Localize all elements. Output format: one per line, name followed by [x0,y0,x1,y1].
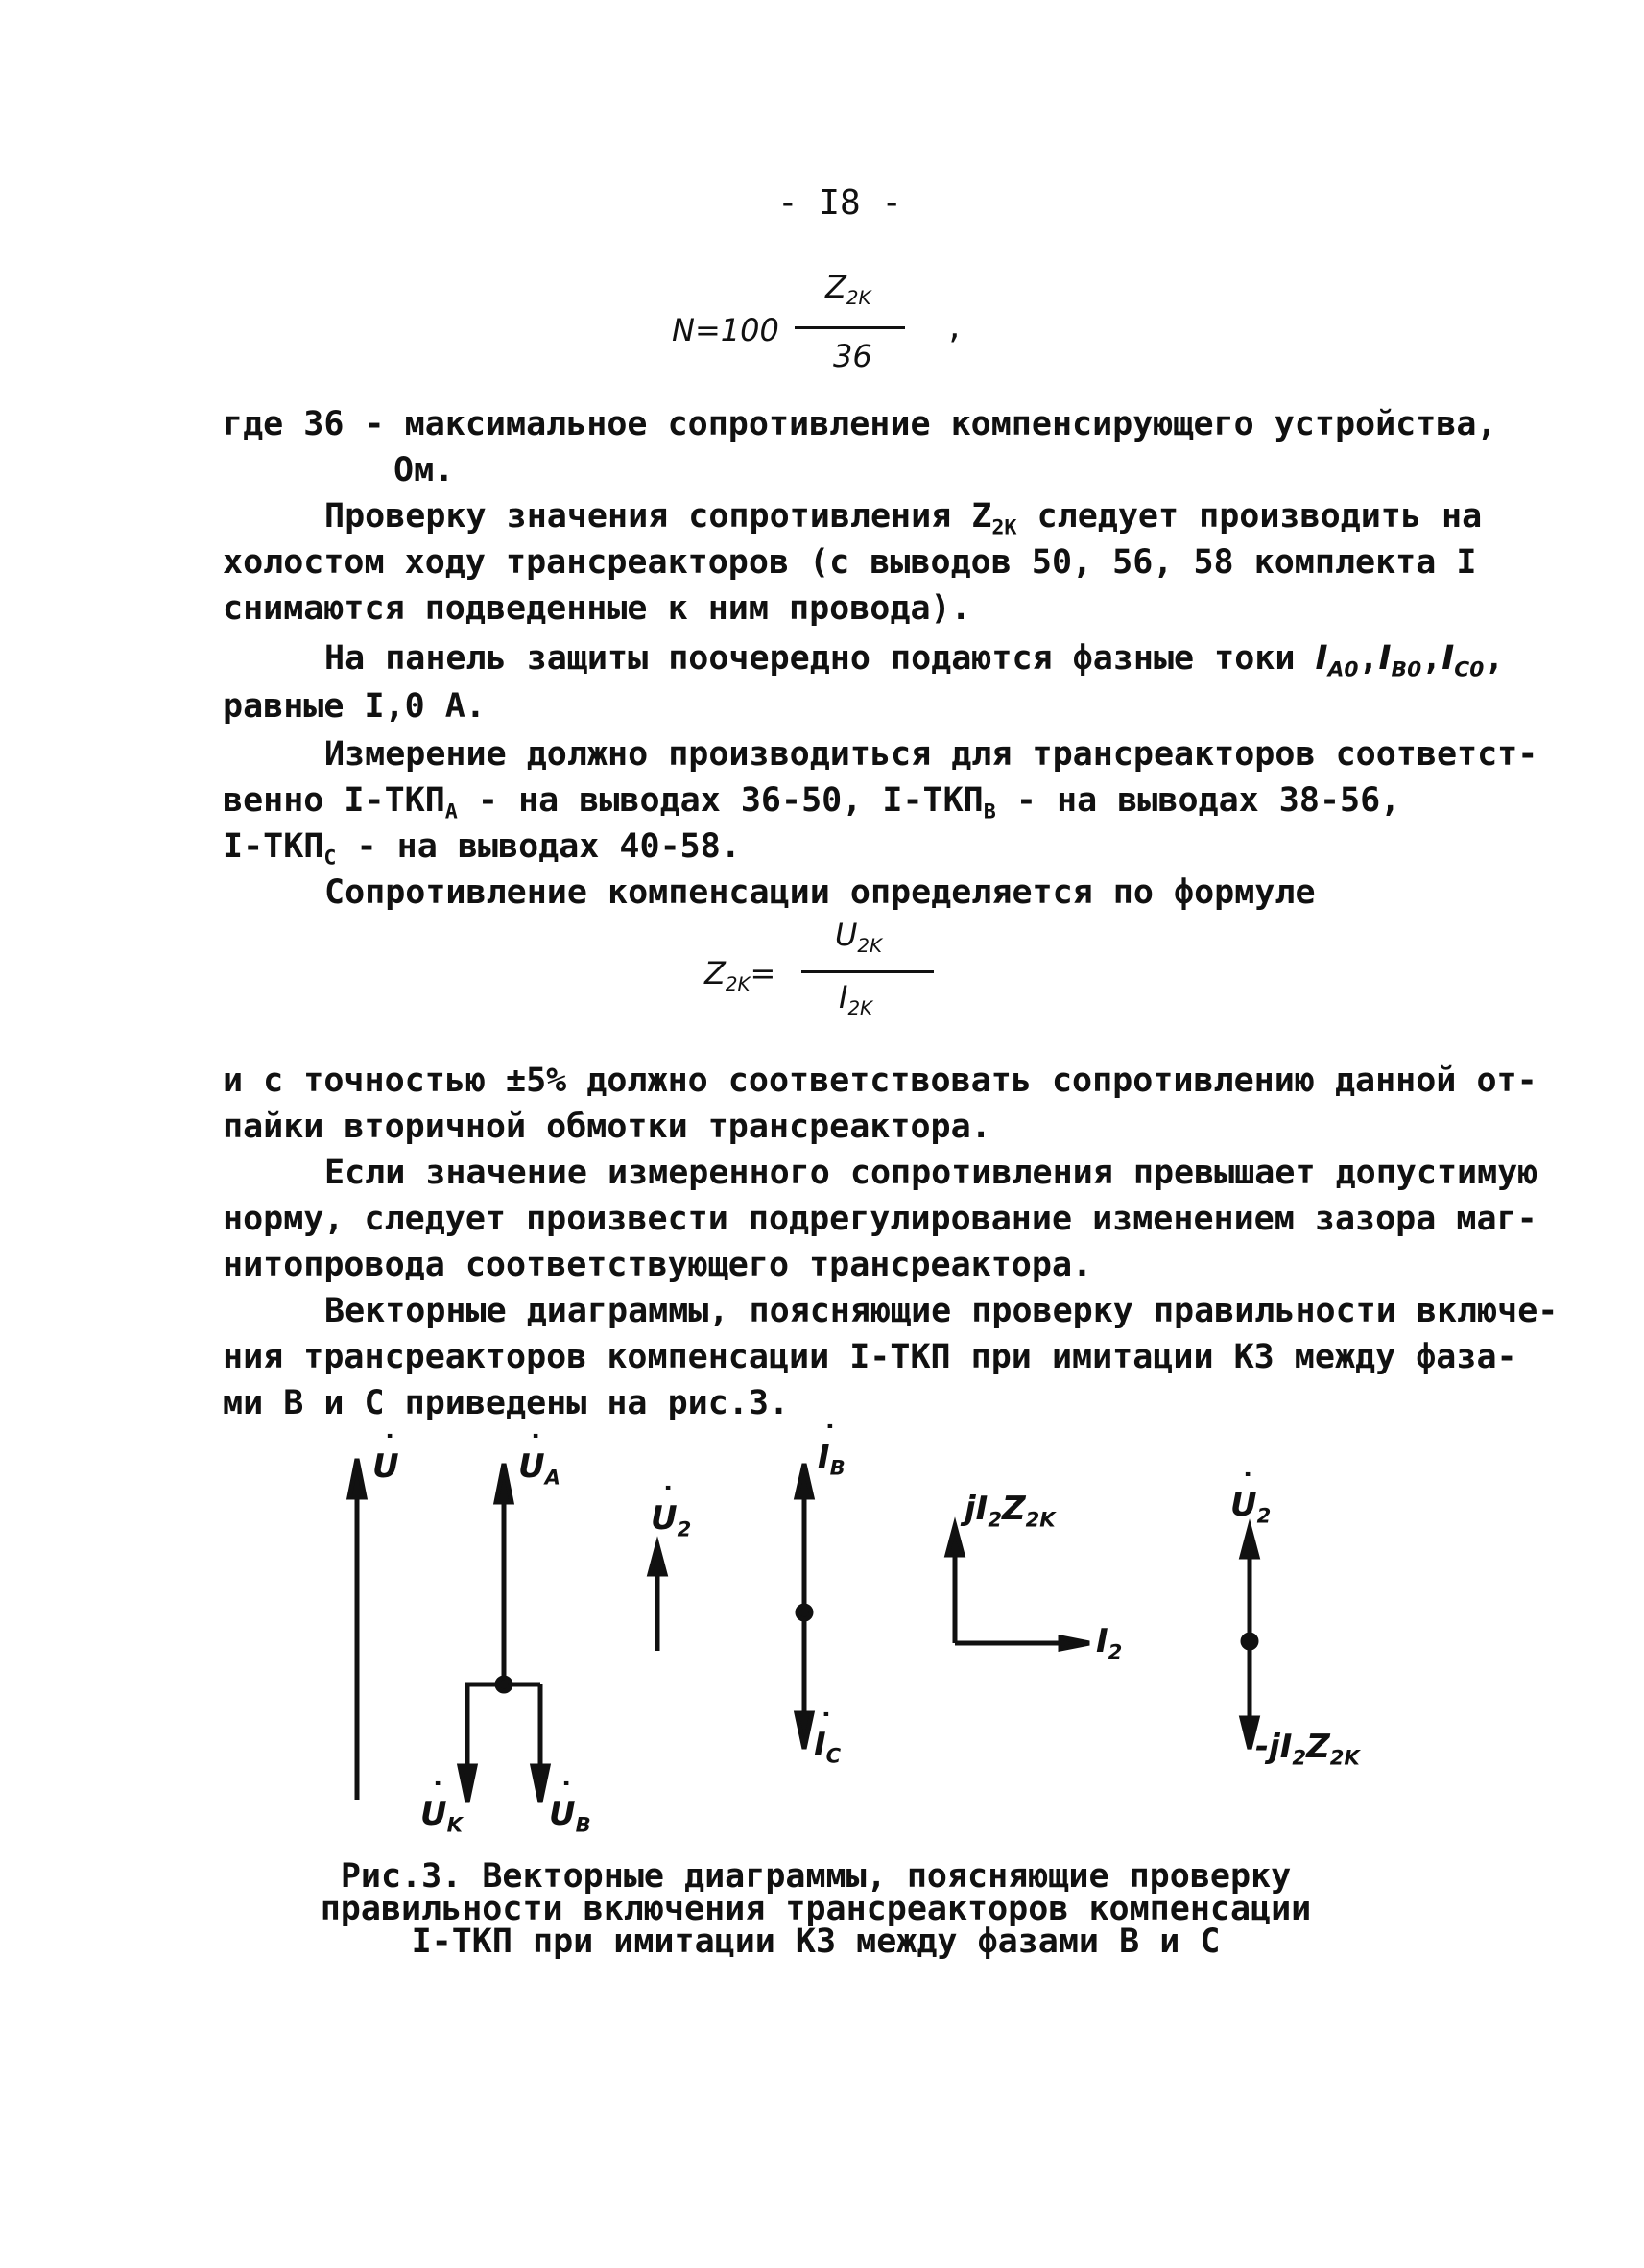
formula-z-numerator: $U_{2K}$ [835,917,883,957]
text-line-3b: следует производить на [1016,497,1483,536]
current-ib0: $I_{B0}$ [1378,639,1422,682]
formula-n-num-base: Z [825,269,846,305]
label-ib: ˙ $I_B$ [818,1438,846,1479]
text-line-5: снимаются подведенные к ним провода). [223,589,971,628]
text-line-16: нитопровода соответствующего трансреактора. [223,1246,1093,1284]
label-i2: $I_2$ [1096,1622,1123,1664]
text-line-11: Сопротивление компенсации определяется по формуле [324,873,1316,912]
caption-line-2: правильности включения трансреакторов компенсации [320,1890,1312,1928]
label-ic: ˙ $I_C$ [814,1726,841,1767]
vector-u2-head [650,1545,665,1574]
label-u2: ˙ $U_2$ [651,1499,691,1540]
text-line-7: равные I,0 А. [223,687,486,726]
vector-ua-head [496,1464,512,1502]
text-line-1: где 36 - максимальное сопротивление компенсирующего устройства, [223,405,1497,443]
label-ji2z2k: $jI_2Z_{2K}$ [965,1490,1056,1532]
vector-u2-right-node [1243,1635,1256,1648]
label-mji2z2k: $-jI_2Z_{2K}$ [1255,1728,1360,1770]
text-line-14: Если значение измеренного сопротивления превышает допустимую [324,1154,1538,1192]
page-number: - I8 - [777,183,903,223]
vector-ub-head [533,1766,548,1802]
text-line-13: пайки вторичной обмотки трансреактора. [223,1108,991,1146]
text-line-10: $I-ТКП_C$ - на выводах 40-58. [223,827,741,871]
text-line-2: Ом. [393,451,455,489]
vector-ji2z2k-head [947,1526,963,1555]
label-u2-right: ˙ $U_2$ [1230,1486,1271,1527]
label-ub: ˙ $U_B$ [549,1795,591,1836]
figure-caption [288,1857,1344,1961]
text-line-19: ми В и С приведены на рис.3. [223,1384,790,1422]
text-line-15: норму, следует произвести подрегулирование изменением зазора маг- [223,1200,1537,1238]
formula-z-denominator: $I_{2K}$ [839,979,873,1019]
text-line-3-sub: 2K [991,515,1017,540]
vector-u2-right-head [1242,1528,1257,1557]
text-line-8: Измерение должно производиться для трансреакторов соответст- [324,735,1538,774]
vector-ib-node [798,1606,811,1619]
text-line-9: венно $I-ТКП_A$ - на выводах 36-50, $I-ТКП_B$ - на выводах 38-56, [223,781,1401,824]
text-line-3a: Проверку значения сопротивления Z [324,497,992,536]
text-line-6a: На панель защиты поочередно подаются фазные токи [324,639,1316,678]
formula-z-lhs: $Z_{2K}=$ [704,955,776,995]
formula-n-lhs: N=100 [672,312,779,348]
current-ic0: $I_{C0}$ [1441,639,1485,682]
label-u: ˙ U [372,1447,399,1486]
vector-ib-head [797,1464,812,1497]
vector-ua-node [497,1678,511,1691]
caption-line-3: I-ТКП при имитации КЗ между фазами В и С [411,1922,1221,1961]
formula-n-comma: , [945,309,965,346]
text-line-17: Векторные диаграммы, поясняющие проверку правильности включе- [324,1292,1559,1330]
text-line-12: и с точностью ±5% должно соответствовать сопротивлению данной от- [223,1062,1537,1100]
formula-n-denominator: 36 [833,338,872,374]
vector-i2-head [1060,1637,1089,1649]
label-ua: ˙ $U_A$ [518,1447,560,1489]
vector-u-head [349,1459,365,1497]
vector-ic-head [797,1713,812,1749]
text-line-6: На панель защиты поочередно подаются фазные токи $I_{A0},I_{B0},I_{C0}$, [324,639,1505,682]
text-line-4: холостом ходу трансреакторов (с выводов 50, 56, 58 комплекта I [223,543,1477,582]
caption-line-1: Рис.3. Векторные диаграммы, поясняющие проверку [340,1857,1292,1896]
text-line-18: ния трансреакторов компенсации I-ТКП при имитации КЗ между фаза- [223,1338,1517,1376]
label-uk: ˙ $U_K$ [420,1795,463,1836]
formula-n-num-sub: 2K [846,286,871,309]
current-ia0: $I_{A0}$ [1315,639,1359,682]
